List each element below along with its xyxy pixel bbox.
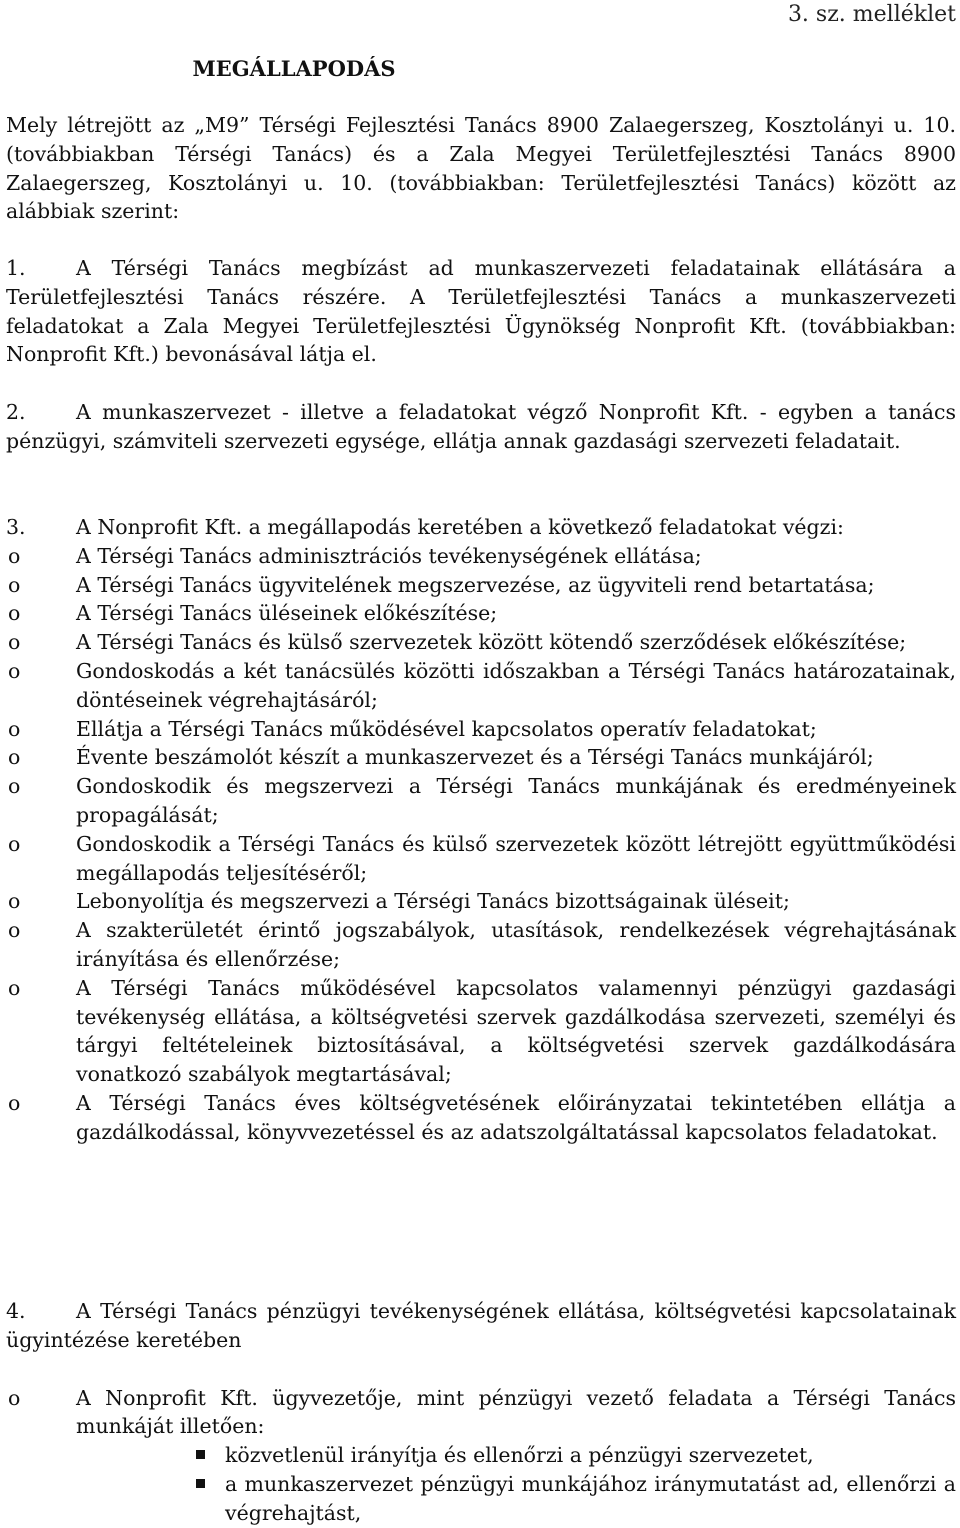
document-title: MEGÁLLAPODÁS [192,56,396,81]
section-1-paragraph [6,254,956,369]
section-text: A Nonprofit Kft. a megállapodás keretében a következő feladatokat végzi: [76,515,844,539]
section-4-intro [6,1297,956,1355]
section-text: A Térségi Tanács pénzügyi tevékenységének ellátása, költségvetési kapcsolatainak ügyintézése keretében [6,1299,956,1352]
list-item: o A Térségi Tanács adminisztrációs tevékenységének ellátása; [6,542,956,571]
intro-paragraph: Mely létrejött az „M9” Térségi Fejlesztési Tanács 8900 Zalaegerszeg, Kosztolányi u. 10. (továbbiakban Térségi Tanács) és a Zala Megyei Területfejlesztési Tanács 8900 Zalaegerszeg, Kosztolányi u. 10. (továbbiakban: Területfejlesztési Tanács) között az alábbiak szerint: [6,113,956,224]
finance-list [6,1384,956,1442]
list-item: o Évente beszámolót készít a munkaszervezet és a Térségi Tanács munkájáról; [6,743,956,772]
section-number: 1. [6,256,26,280]
circle-bullet-icon: o [8,658,21,683]
list-item: o A Térségi Tanács és külső szervezetek között kötendő szerződések előkészítése; [6,628,956,657]
section-2-paragraph [6,398,956,456]
list-item: o A Térségi Tanács üléseinek előkészítése; [6,599,956,628]
section-4 [6,1297,956,1528]
task-list [6,542,956,1147]
section-number: 2. [6,400,26,424]
list-item: o A szakterületét érintő jogszabályok, utasítások, rendelkezések végrehajtásának irányítása és ellenőrzése; [8,918,956,971]
circle-bullet-icon: o [8,774,21,799]
circle-bullet-icon: o [8,716,21,741]
list-item: o A Nonprofit Kft. ügyvezetője, mint pénzügyi vezető feladata a Térségi Tanács munkáját illetően: [8,1385,956,1439]
circle-bullet-icon: o [8,745,21,770]
section-text: A Térségi Tanács megbízást ad munkaszervezeti feladatainak ellátására a Területfejlesztési Tanács részére. A Területfejlesztési Tanács a munkaszervezeti feladatokat a Zala Megyei Területfejlesztési Ügynökség Nonprofit Kft. (továbbiakban: Nonprofit Kft.) bevonásával látja el. [6,256,956,367]
list-item: o A Térségi Tanács ügyvitelének megszervezése, az ügyviteli rend betartatása; [6,571,956,600]
list-item: o Gondoskodik és megszervezi a Térségi Tanács munkájának és eredményeinek propagálását; [8,774,956,827]
circle-bullet-icon: o [8,975,21,1000]
circle-bullet-icon: o [8,543,21,568]
list-item: o A Térségi Tanács éves költségvetésének előirányzatai tekintetében ellátja a gazdálkodással, könyvvezetéssel és az adatszolgáltatással kapcsolatos feladatokat. [8,1090,956,1144]
section-3-intro [6,513,956,542]
section-number: 4. [6,1299,26,1323]
circle-bullet-icon: o [8,918,21,943]
sub-list-item: közvetlenül irányítja és ellenőrzi a pénzügyi szervezetet, [225,1441,956,1470]
sub-list-item: a munkaszervezet pénzügyi munkájához iránymutatást ad, ellenőrzi a végrehajtást, [225,1470,956,1528]
section-2 [6,398,956,456]
circle-bullet-icon: o [8,1385,21,1410]
sub-list [225,1441,956,1527]
circle-bullet-icon: o [8,1090,21,1115]
circle-bullet-icon: o [8,601,21,626]
circle-bullet-icon: o [8,572,21,597]
list-item: o A Térségi Tanács működésével kapcsolatos valamennyi pénzügyi gazdasági tevékenység ellátása, a költségvetési szervek gazdálkodása szervezeti, személyi és tárgyi feltételeinek biztosításával, a költségvetési szervek gazdálkodására vonatkozó szabályok megtartásával; [8,975,956,1087]
circle-bullet-icon: o [8,889,21,914]
square-bullet-icon [196,1450,205,1459]
section-1 [6,254,956,369]
section-number: 3. [6,515,26,539]
annex-label: 3. sz. melléklet [787,2,956,27]
section-text: A munkaszervezet - illetve a feladatokat végző Nonprofit Kft. - egyben a tanács pénzügyi, számviteli szervezeti egysége, ellátja annak gazdasági szervezeti feladatait. [6,400,956,453]
section-3 [6,513,956,1147]
square-bullet-icon [196,1479,205,1488]
circle-bullet-icon: o [8,630,21,655]
list-item: o Lebonyolítja és megszervezi a Térségi Tanács bizottságainak üléseit; [6,887,956,916]
circle-bullet-icon: o [8,831,21,856]
list-item: o Gondoskodik a Térségi Tanács és külső szervezetek között létrejött együttműködési megállapodás teljesítéséről; [8,831,956,885]
list-item: o Ellátja a Térségi Tanács működésével kapcsolatos operatív feladatokat; [6,715,956,744]
list-item: o Gondoskodás a két tanácsülés közötti időszakban a Térségi Tanács határozatainak, döntéseinek végrehajtásáról; [8,658,956,712]
